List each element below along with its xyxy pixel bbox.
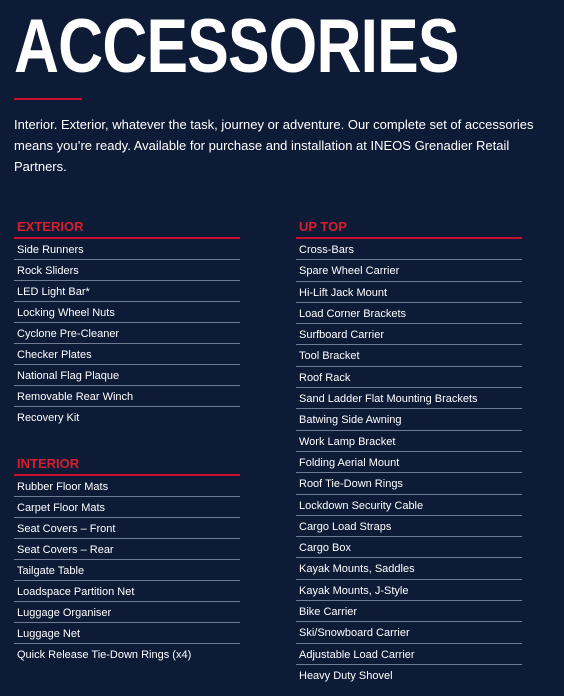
list-item: Seat Covers – Front: [14, 518, 240, 539]
list-item: Hi-Lift Jack Mount: [296, 282, 522, 303]
section-heading-exterior: EXTERIOR: [14, 218, 240, 239]
up-top-section: [296, 218, 522, 685]
list-item: Checker Plates: [14, 344, 240, 365]
section-heading-up-top: UP TOP: [296, 218, 522, 239]
list-item: Spare Wheel Carrier: [296, 260, 522, 281]
list-item: Rock Sliders: [14, 260, 240, 281]
title-underline: [14, 98, 82, 100]
section-heading-interior: INTERIOR: [14, 455, 240, 476]
list-item: Adjustable Load Carrier: [296, 644, 522, 665]
list-item: Roof Rack: [296, 367, 522, 388]
list-item: Roof Tie-Down Rings: [296, 473, 522, 494]
list-item: Quick Release Tie-Down Rings (x4): [17, 649, 192, 661]
list-item: Work Lamp Bracket: [296, 431, 522, 452]
list-item: Side Runners: [14, 239, 240, 260]
list-item: Batwing Side Awning: [296, 409, 522, 430]
list-item: Surfboard Carrier: [296, 324, 522, 345]
list-item: National Flag Plaque: [14, 365, 240, 386]
list-item: Kayak Mounts, J-Style: [296, 580, 522, 601]
list-item: LED Light Bar*: [14, 281, 240, 302]
list-item: Luggage Net: [14, 623, 240, 644]
right-column: [296, 218, 522, 685]
list-item: Cargo Box: [296, 537, 522, 558]
interior-list: [14, 476, 240, 664]
interior-section: [14, 455, 240, 664]
page-title: ACCESSORIES: [14, 4, 459, 89]
list-item: Bike Carrier: [296, 601, 522, 622]
list-item: Tailgate Table: [14, 560, 240, 581]
list-item: Load Corner Brackets: [296, 303, 522, 324]
list-item: Carpet Floor Mats: [14, 497, 240, 518]
list-item: Removable Rear Winch: [14, 386, 240, 407]
list-item: Cyclone Pre-Cleaner: [14, 323, 240, 344]
list-item: Tool Bracket: [296, 345, 522, 366]
intro-paragraph: Interior. Exterior, whatever the task, journey or adventure. Our complete set of accessories means you’re ready. Available for purchase and installation at INEOS Grenadier Retail Partners.: [14, 117, 534, 174]
list-item: Lockdown Security Cable: [296, 495, 522, 516]
list-item: Cargo Load Straps: [296, 516, 522, 537]
list-item: Kayak Mounts, Saddles: [296, 558, 522, 579]
list-item: Cross-Bars: [296, 239, 522, 260]
list-item: Loadspace Partition Net: [14, 581, 240, 602]
list-item: Ski/Snowboard Carrier: [296, 622, 522, 643]
exterior-section: [14, 218, 240, 427]
list-item: Sand Ladder Flat Mounting Brackets: [296, 388, 522, 409]
exterior-list: [14, 239, 240, 427]
up-top-list: [296, 239, 522, 685]
list-item: Recovery Kit: [17, 412, 80, 424]
list-item: Locking Wheel Nuts: [14, 302, 240, 323]
list-item: Heavy Duty Shovel: [299, 669, 393, 682]
list-item: Luggage Organiser: [14, 602, 240, 623]
list-item: Folding Aerial Mount: [296, 452, 522, 473]
list-item: Rubber Floor Mats: [14, 476, 240, 497]
left-column: [14, 218, 240, 664]
list-item: Seat Covers – Rear: [14, 539, 240, 560]
